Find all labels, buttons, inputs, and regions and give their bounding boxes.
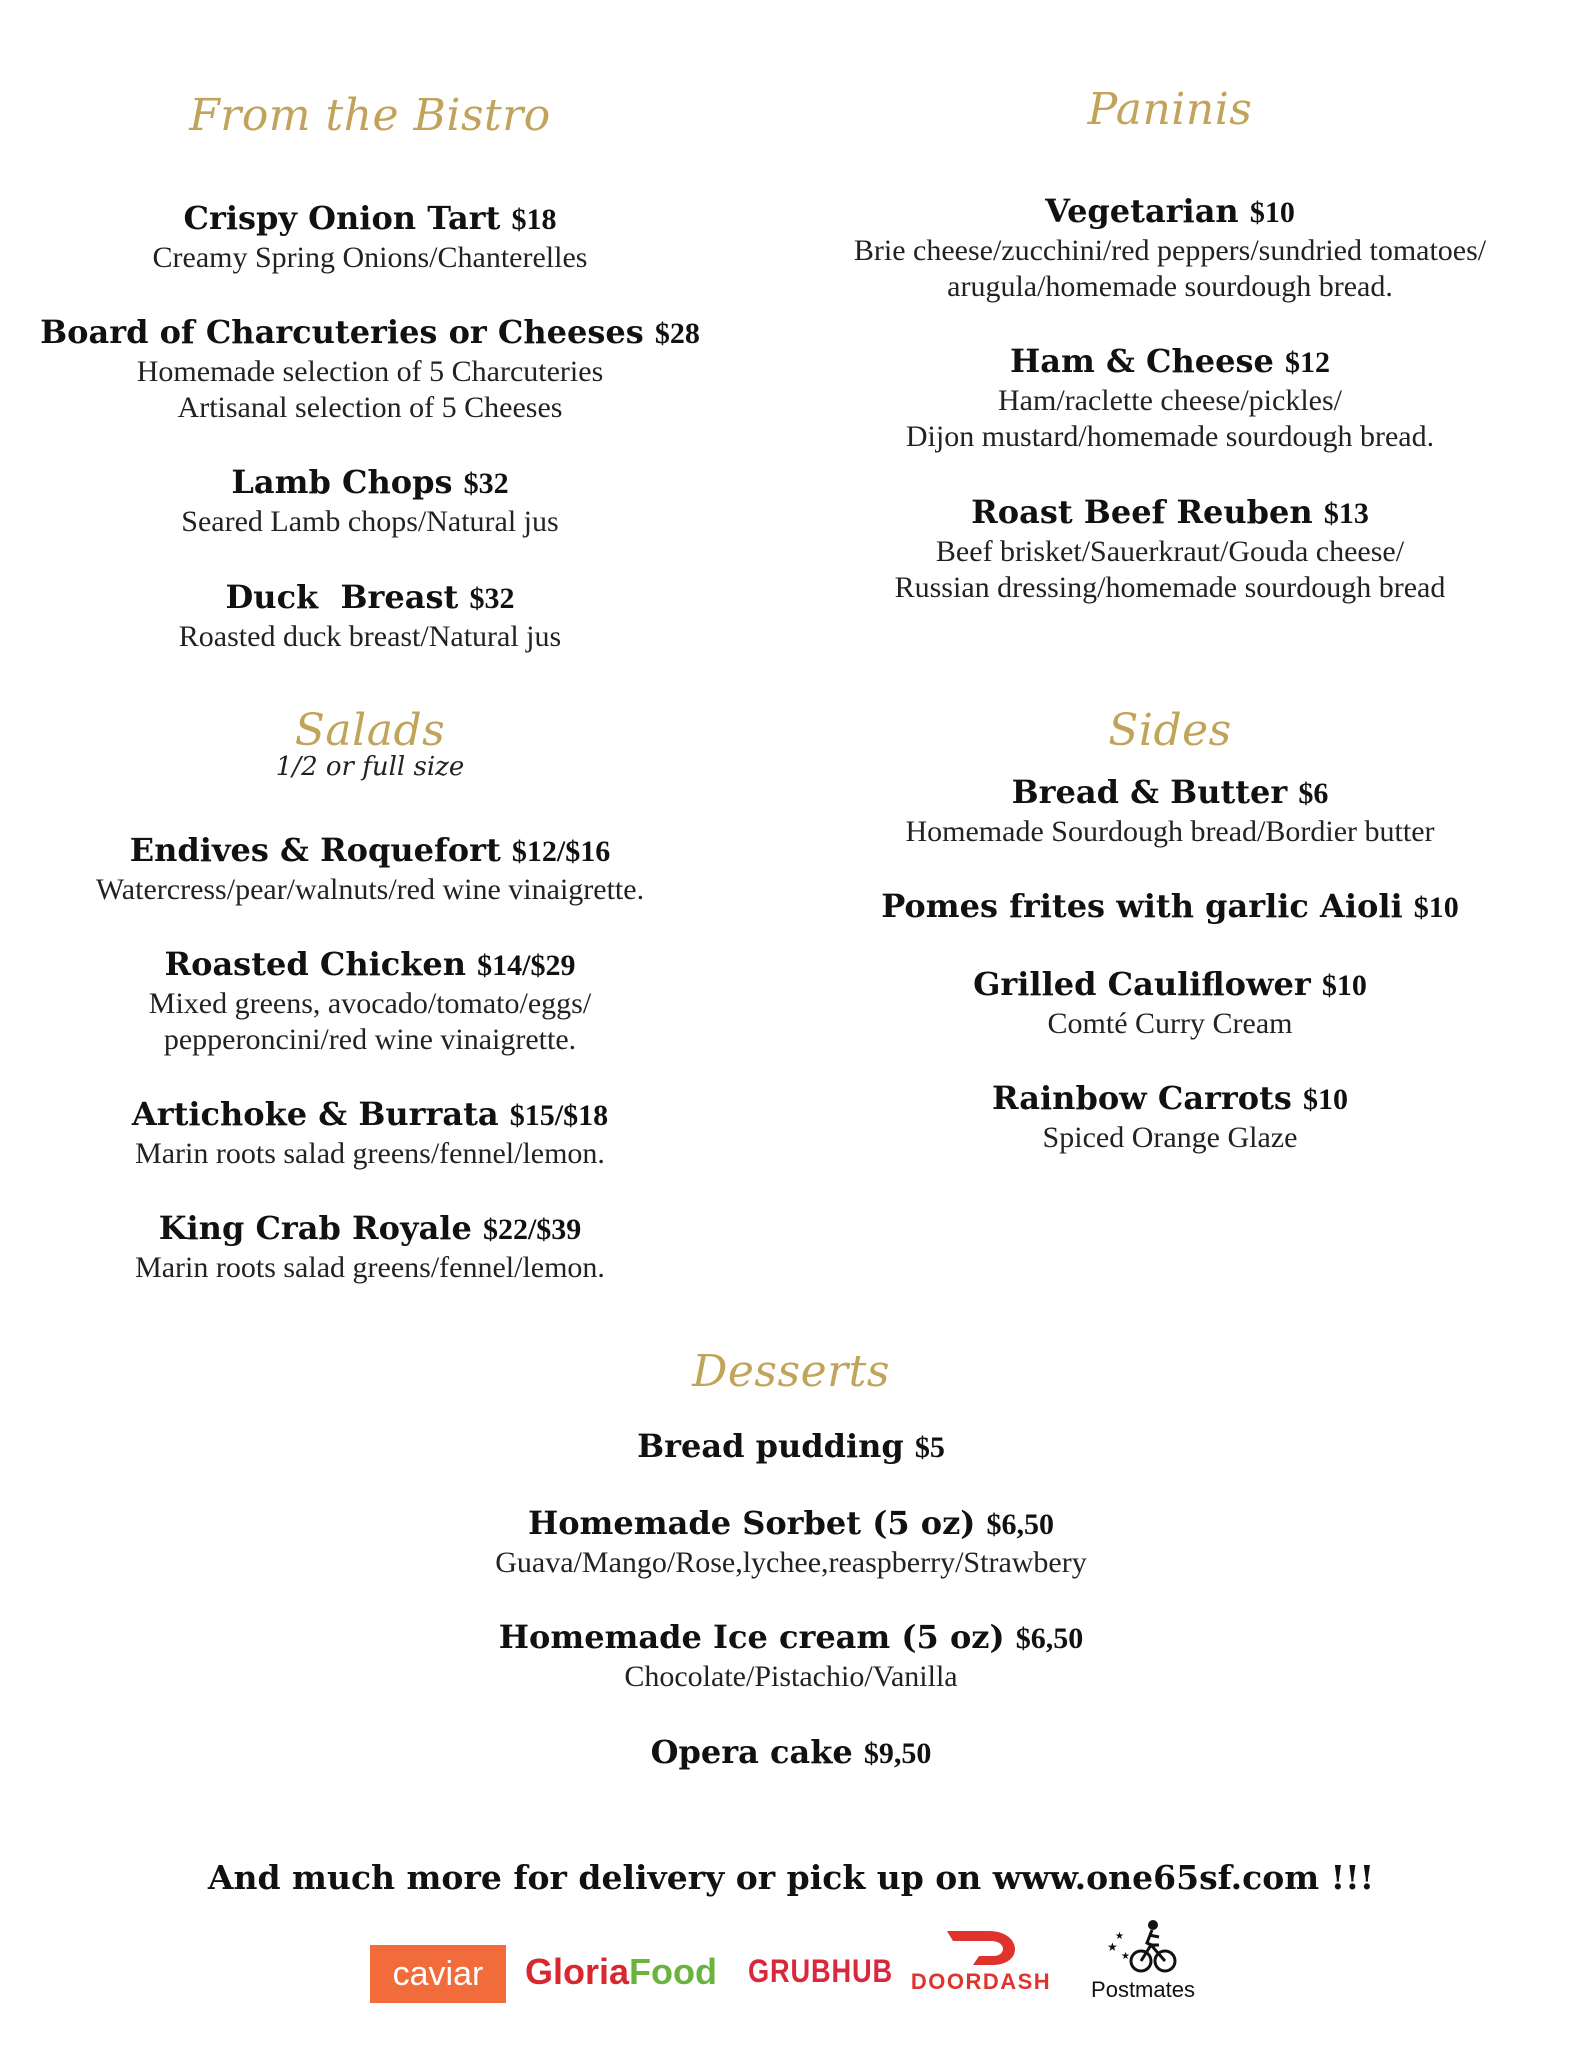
item-description: pepperoncini/red wine vinaigrette. xyxy=(163,1023,577,1056)
item-description: Brie cheese/zucchini/red peppers/sundried tomatoes/ xyxy=(853,234,1487,267)
postmates-logo[interactable] xyxy=(1083,1915,1203,2003)
svg-text:★: ★ xyxy=(1121,1951,1130,1962)
section-title-paninis: Paninis xyxy=(1087,84,1253,135)
item-price: $6,50 xyxy=(986,1508,1055,1541)
item-name: Rainbow Carrots xyxy=(991,1079,1292,1117)
menu-item-homemade-ice-cream xyxy=(0,1617,1582,1695)
item-price: $10 xyxy=(1249,196,1295,229)
item-name: Artichoke & Burrata xyxy=(131,1095,499,1133)
item-description: Ham/raclette cheese/pickles/ xyxy=(998,384,1342,417)
item-name: Opera cake xyxy=(650,1733,853,1771)
menu-item-pomes-frites xyxy=(780,886,1560,928)
item-description: Marin roots salad greens/fennel/lemon. xyxy=(135,1251,605,1284)
item-price: $9,50 xyxy=(863,1737,932,1770)
menu-item-artichoke-burrata xyxy=(0,1094,740,1172)
item-name: Roasted Chicken xyxy=(164,945,467,983)
item-price: $13 xyxy=(1323,497,1369,530)
item-name: Endives & Roquefort xyxy=(129,831,501,869)
item-description: Seared Lamb chops/Natural jus xyxy=(181,505,559,538)
item-name: Homemade Sorbet (5 oz) xyxy=(527,1504,976,1542)
doordash-logo[interactable] xyxy=(908,1925,1054,1995)
item-price: $15/$18 xyxy=(509,1099,609,1132)
item-name-line xyxy=(0,1503,1582,1545)
postmates-label: Postmates xyxy=(1091,1977,1195,2002)
item-description: Artisanal selection of 5 Cheeses xyxy=(177,391,563,424)
item-name: Homemade Ice cream (5 oz) xyxy=(498,1618,1005,1656)
item-price: $22/$39 xyxy=(482,1213,582,1246)
item-price: $6 xyxy=(1298,777,1329,810)
item-price: $10 xyxy=(1303,1083,1349,1116)
delivery-note: And much more for delivery or pick up on www.one65sf.com !!! xyxy=(207,1858,1375,1897)
item-price: $10 xyxy=(1413,891,1459,924)
item-name-line xyxy=(0,944,740,986)
item-name: Roast Beef Reuben xyxy=(971,493,1313,531)
item-description: Comté Curry Cream xyxy=(1047,1007,1293,1040)
item-description: Homemade Sourdough bread/Bordier butter xyxy=(905,815,1435,848)
item-name-line xyxy=(780,886,1560,928)
delivery-partner-logos xyxy=(0,1915,1582,2005)
food-text: Food xyxy=(629,1951,717,1992)
item-name: Crispy Onion Tart xyxy=(183,199,501,237)
menu-item-ham-cheese xyxy=(780,341,1560,455)
menu-item-bread-pudding xyxy=(0,1426,1582,1468)
item-name-line xyxy=(0,577,740,619)
item-price: $32 xyxy=(469,582,515,615)
svg-text:★: ★ xyxy=(1107,1940,1118,1954)
menu-item-roast-beef-reuben xyxy=(780,492,1560,606)
item-description: Creamy Spring Onions/Chanterelles xyxy=(152,241,588,274)
menu-item-duck-breast xyxy=(0,577,740,655)
item-name-line xyxy=(780,341,1560,383)
menu-item-vegetarian xyxy=(780,191,1560,305)
item-name-line xyxy=(0,198,740,240)
menu-item-king-crab-royale xyxy=(0,1208,740,1286)
menu-item-rainbow-carrots xyxy=(780,1078,1560,1156)
item-description: Roasted duck breast/Natural jus xyxy=(178,620,562,653)
item-description: Watercress/pear/walnuts/red wine vinaigrette. xyxy=(95,873,645,906)
item-name-line xyxy=(0,1208,740,1250)
item-name: Duck Breast xyxy=(225,578,459,616)
item-price: $12 xyxy=(1284,346,1330,379)
menu-item-endives-roquefort xyxy=(0,830,740,908)
section-title-salads: Salads xyxy=(294,705,446,756)
item-description: Chocolate/Pistachio/Vanilla xyxy=(624,1660,958,1693)
caviar-logo[interactable]: caviar xyxy=(370,1945,506,2003)
item-description: Beef brisket/Sauerkraut/Gouda cheese/ xyxy=(935,535,1405,568)
item-name-line xyxy=(0,1094,740,1136)
item-name: Ham & Cheese xyxy=(1010,342,1274,380)
menu-item-roasted-chicken xyxy=(0,944,740,1058)
item-name-line xyxy=(0,1617,1582,1659)
item-name-line xyxy=(780,1078,1560,1120)
item-description: Spiced Orange Glaze xyxy=(1042,1121,1298,1154)
item-description: Marin roots salad greens/fennel/lemon. xyxy=(135,1137,605,1170)
doordash-icon xyxy=(943,1925,1019,1969)
gloriafood-logo[interactable] xyxy=(525,1947,717,1997)
item-name: Grilled Cauliflower xyxy=(973,965,1311,1003)
item-name: Lamb Chops xyxy=(231,463,453,501)
item-name: Board of Charcuteries or Cheeses xyxy=(40,313,644,351)
item-description: Guava/Mango/Rose,lychee,reaspberry/Strawbery xyxy=(495,1546,1087,1579)
menu-item-homemade-sorbet xyxy=(0,1503,1582,1581)
item-price: $10 xyxy=(1321,969,1367,1002)
item-name: Pomes frites with garlic Aioli xyxy=(881,887,1403,925)
item-price: $5 xyxy=(914,1431,945,1464)
item-name: Bread pudding xyxy=(637,1427,904,1465)
item-price: $18 xyxy=(511,203,557,236)
item-name: King Crab Royale xyxy=(158,1209,472,1247)
svg-text:★: ★ xyxy=(1115,1931,1124,1942)
doordash-label: DOORDASH xyxy=(910,1969,1052,1994)
item-price: $32 xyxy=(463,467,509,500)
item-description: arugula/homemade sourdough bread. xyxy=(947,270,1393,303)
item-name-line xyxy=(0,830,740,872)
section-title-desserts: Desserts xyxy=(692,1346,890,1397)
item-name-line xyxy=(780,964,1560,1006)
item-name-line xyxy=(780,191,1560,233)
item-description: Homemade selection of 5 Charcuteries xyxy=(136,355,604,388)
section-title-sides: Sides xyxy=(1108,705,1232,756)
item-name: Bread & Butter xyxy=(1011,773,1288,811)
menu-item-bread-butter xyxy=(780,772,1560,850)
item-name-line xyxy=(780,772,1560,814)
item-description: Russian dressing/homemade sourdough bread xyxy=(894,571,1446,604)
item-price: $28 xyxy=(654,317,700,350)
bicycle-courier-icon xyxy=(1103,1915,1183,1977)
item-price: $14/$29 xyxy=(477,949,576,982)
item-name-line xyxy=(0,312,740,354)
section-title-bistro: From the Bistro xyxy=(189,90,551,141)
menu-item-crispy-onion-tart xyxy=(0,198,740,276)
menu-item-grilled-cauliflower xyxy=(780,964,1560,1042)
gloria-text: Gloria xyxy=(525,1951,630,1992)
item-price: $6,50 xyxy=(1015,1622,1084,1655)
item-name-line xyxy=(780,492,1560,534)
salads-subtitle: 1/2 or full size xyxy=(275,752,465,782)
item-description: Dijon mustard/homemade sourdough bread. xyxy=(905,420,1435,453)
item-price: $12/$16 xyxy=(511,835,611,868)
menu-item-opera-cake xyxy=(0,1732,1582,1774)
item-name-line xyxy=(0,1426,1582,1468)
item-name-line xyxy=(0,462,740,504)
item-name-line xyxy=(0,1732,1582,1774)
item-name: Vegetarian xyxy=(1045,192,1239,230)
item-description: Mixed greens, avocado/tomato/eggs/ xyxy=(148,987,592,1020)
grubhub-logo[interactable]: GRUBHUB xyxy=(748,1953,893,1989)
menu-item-lamb-chops xyxy=(0,462,740,540)
menu-item-board xyxy=(0,312,740,426)
